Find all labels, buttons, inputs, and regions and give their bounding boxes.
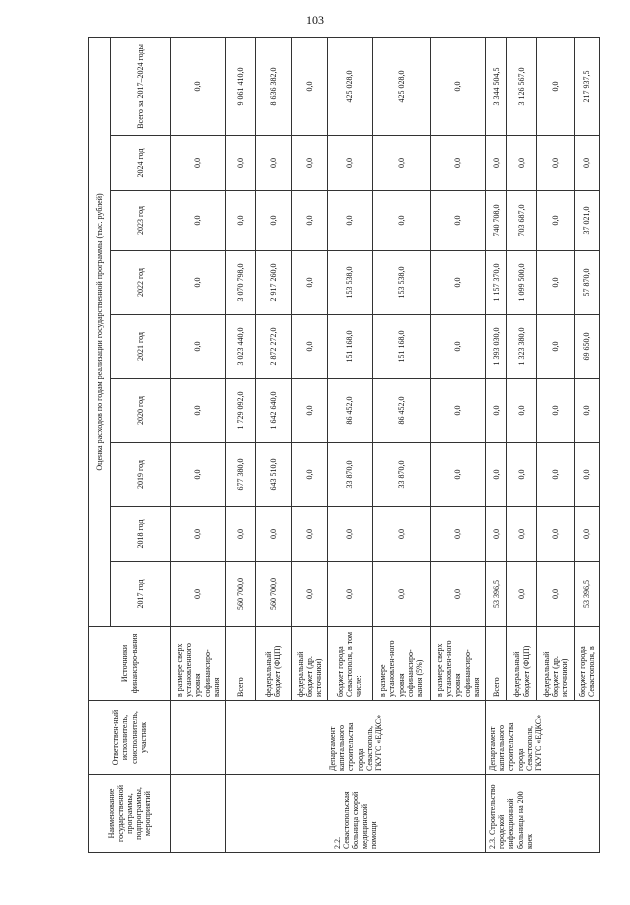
value-cell: 0,0 — [430, 315, 485, 379]
value-cell: 0,0 — [430, 507, 485, 562]
value-cell: 1 393 030,0 — [486, 315, 507, 379]
value-cell: 1 157 370,0 — [486, 251, 507, 315]
header-responsible: Ответствен-ный исполнитель, соисполнитель, участник — [89, 701, 171, 775]
value-cell: 1 729 092,0 — [226, 379, 256, 443]
header-sources: Источники финансиро-вания — [89, 627, 171, 701]
value-cell: 0,0 — [372, 507, 430, 562]
header-year: 2019 год — [111, 443, 171, 507]
value-cell: 740 708,0 — [486, 191, 507, 251]
value-cell: 0,0 — [536, 315, 574, 379]
value-cell: 0,0 — [536, 37, 574, 135]
table-body — [171, 37, 600, 852]
value-cell: 0,0 — [372, 191, 430, 251]
value-cell: 0,0 — [536, 379, 574, 443]
value-cell: 0,0 — [291, 315, 327, 379]
value-cell: 425 028,0 — [372, 37, 430, 135]
value-cell: 0,0 — [255, 507, 291, 562]
header-name: Наименование государственной программы, подпрограммы, мероприятий — [89, 775, 171, 853]
value-cell: 2 872 272,0 — [255, 315, 291, 379]
value-cell: 0,0 — [171, 379, 226, 443]
value-cell: 1 099 500,0 — [507, 251, 537, 315]
value-cell: 0,0 — [226, 136, 256, 191]
value-cell: 0,0 — [291, 507, 327, 562]
value-cell: 0,0 — [171, 443, 226, 507]
value-cell: 0,0 — [327, 507, 372, 562]
value-cell: 0,0 — [430, 37, 485, 135]
source-cell: в размере сверх установленного уровня софинансиро-вания — [171, 627, 226, 701]
page-number: 103 — [306, 13, 324, 27]
value-cell: 0,0 — [291, 251, 327, 315]
value-cell: 643 510,0 — [255, 443, 291, 507]
value-cell: 69 650,0 — [575, 315, 600, 379]
source-cell: федеральный бюджет (др. источники) — [536, 627, 574, 701]
value-cell: 57 870,0 — [575, 251, 600, 315]
budget-table — [88, 37, 600, 853]
source-cell: федеральный бюджет (др. источники) — [291, 627, 327, 701]
value-cell: 86 452,0 — [372, 379, 430, 443]
value-cell: 0,0 — [430, 443, 485, 507]
value-cell: 0,0 — [430, 136, 485, 191]
header-year: 2018 год — [111, 507, 171, 562]
value-cell: 0,0 — [430, 191, 485, 251]
value-cell: 0,0 — [171, 251, 226, 315]
source-cell: федеральный бюджет (ФЦП) — [255, 627, 291, 701]
value-cell: 0,0 — [536, 136, 574, 191]
source-cell: Всего — [486, 627, 507, 701]
value-cell: 0,0 — [536, 562, 574, 627]
value-cell: 0,0 — [507, 507, 537, 562]
value-cell: 153 538,0 — [372, 251, 430, 315]
value-cell: 0,0 — [327, 191, 372, 251]
value-cell: 37 021,0 — [575, 191, 600, 251]
value-cell: 1 642 640,0 — [255, 379, 291, 443]
value-cell: 0,0 — [536, 507, 574, 562]
value-cell: 560 700,0 — [255, 562, 291, 627]
value-cell: 0,0 — [291, 562, 327, 627]
value-cell: 217 937,5 — [575, 37, 600, 135]
value-cell: 0,0 — [171, 136, 226, 191]
value-cell: 0,0 — [171, 191, 226, 251]
source-cell: Всего — [226, 627, 256, 701]
table-row — [226, 37, 256, 852]
responsible-cell: Департамент капитального строительства города Севастополя, ГКУГС «ЕДКС» — [486, 701, 600, 775]
header-year: 2022 год — [111, 251, 171, 315]
value-cell: 677 380,0 — [226, 443, 256, 507]
value-cell: 151 168,0 — [327, 315, 372, 379]
value-cell: 8 636 382,0 — [255, 37, 291, 135]
budget-table-rotated — [88, 38, 600, 853]
responsible-cell — [171, 701, 226, 775]
value-cell: 0,0 — [291, 191, 327, 251]
value-cell: 0,0 — [291, 37, 327, 135]
value-cell: 703 687,0 — [507, 191, 537, 251]
value-cell: 53 396,5 — [575, 562, 600, 627]
source-cell: в размере сверх установлен-ного уровня софинансиро-вания — [430, 627, 485, 701]
header-estimate: Оценка расходов по годам реализации государственной программы (тыс. рублей) — [89, 37, 111, 626]
value-cell: 0,0 — [486, 136, 507, 191]
value-cell: 3 023 440,0 — [226, 315, 256, 379]
source-cell: бюджет города Севастополя, в том числе: — [327, 627, 372, 701]
value-cell: 0,0 — [430, 562, 485, 627]
table-row — [486, 37, 507, 852]
rotated-sheet — [88, 38, 600, 853]
value-cell: 3 126 567,0 — [507, 37, 537, 135]
source-cell: бюджет города Севастополя, в — [575, 627, 600, 701]
source-cell: в размере установлен-ного уровня софинансиро-вания (5%) — [372, 627, 430, 701]
header-total: Всего за 2017–2024 годы — [111, 37, 171, 135]
value-cell: 0,0 — [291, 136, 327, 191]
value-cell: 33 870,0 — [327, 443, 372, 507]
header-year: 2023 год — [111, 191, 171, 251]
value-cell: 0,0 — [575, 136, 600, 191]
value-cell: 0,0 — [327, 136, 372, 191]
value-cell: 0,0 — [486, 443, 507, 507]
value-cell: 0,0 — [575, 443, 600, 507]
value-cell: 0,0 — [575, 507, 600, 562]
responsible-cell: Департамент капитального строительства города Севастополь, ГКУГС «ЕДКС» — [226, 701, 486, 775]
program-name-cell: 2.2. Севастопольская больница скорой медицинской помощи — [226, 775, 486, 853]
value-cell: 0,0 — [255, 191, 291, 251]
value-cell: 0,0 — [507, 136, 537, 191]
header-year: 2020 год — [111, 379, 171, 443]
value-cell: 0,0 — [372, 136, 430, 191]
value-cell: 0,0 — [507, 443, 537, 507]
value-cell: 560 700,0 — [226, 562, 256, 627]
table-row — [171, 37, 226, 852]
value-cell: 0,0 — [430, 251, 485, 315]
value-cell: 0,0 — [171, 315, 226, 379]
header-year: 2021 год — [111, 315, 171, 379]
value-cell: 0,0 — [575, 379, 600, 443]
value-cell: 0,0 — [171, 37, 226, 135]
value-cell: 33 870,0 — [372, 443, 430, 507]
program-name-cell — [171, 775, 226, 853]
value-cell: 86 452,0 — [327, 379, 372, 443]
value-cell: 0,0 — [291, 379, 327, 443]
value-cell: 151 168,0 — [372, 315, 430, 379]
value-cell: 1 323 380,0 — [507, 315, 537, 379]
value-cell: 53 396,5 — [486, 562, 507, 627]
value-cell: 0,0 — [486, 379, 507, 443]
value-cell: 3 344 504,5 — [486, 37, 507, 135]
source-cell: федеральный бюджет (ФЦП) — [507, 627, 537, 701]
value-cell: 0,0 — [327, 562, 372, 627]
program-name-cell: 2.3. Строительство городской инфекционной больницы на 200 коек — [486, 775, 600, 853]
value-cell: 0,0 — [536, 191, 574, 251]
value-cell: 9 061 410,0 — [226, 37, 256, 135]
header-year: 2017 год — [111, 562, 171, 627]
value-cell: 3 070 798,0 — [226, 251, 256, 315]
value-cell: 0,0 — [507, 562, 537, 627]
value-cell: 153 538,0 — [327, 251, 372, 315]
value-cell: 0,0 — [226, 507, 256, 562]
value-cell: 0,0 — [430, 379, 485, 443]
value-cell: 0,0 — [171, 507, 226, 562]
header-year: 2024 год — [111, 136, 171, 191]
value-cell: 0,0 — [171, 562, 226, 627]
value-cell: 2 917 260,0 — [255, 251, 291, 315]
value-cell: 0,0 — [226, 191, 256, 251]
value-cell: 0,0 — [507, 379, 537, 443]
value-cell: 0,0 — [291, 443, 327, 507]
value-cell: 0,0 — [372, 562, 430, 627]
value-cell: 0,0 — [255, 136, 291, 191]
value-cell: 425 028,0 — [327, 37, 372, 135]
value-cell: 0,0 — [486, 507, 507, 562]
value-cell: 0,0 — [536, 443, 574, 507]
value-cell: 0,0 — [536, 251, 574, 315]
